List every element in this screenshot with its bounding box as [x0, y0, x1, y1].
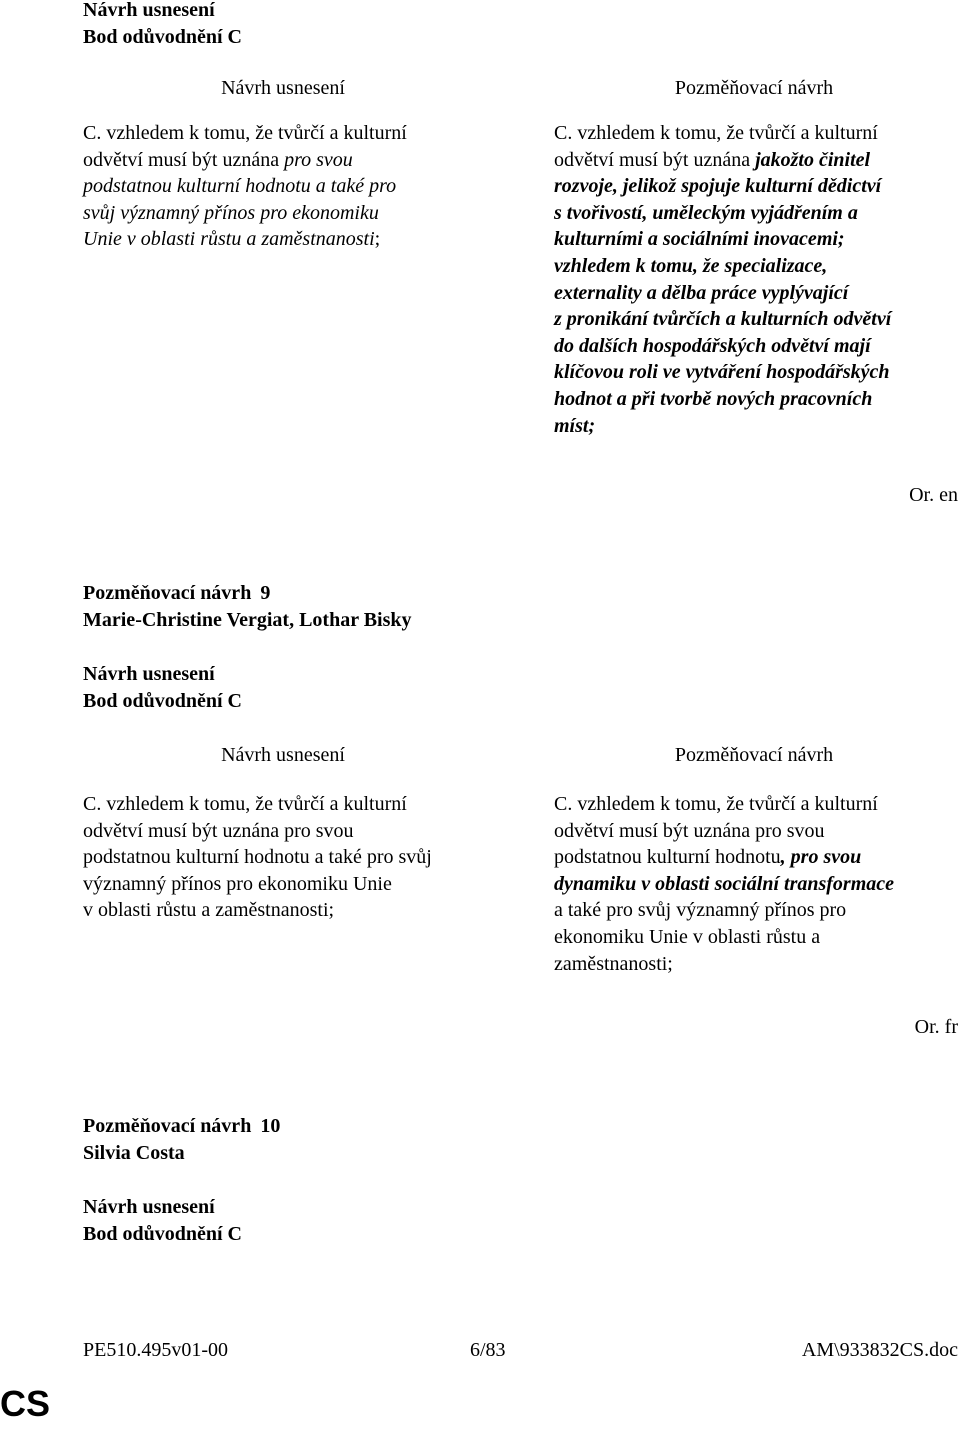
text-segment: C. vzhledem k tomu, že tvůrčí a kulturní — [83, 793, 407, 815]
text-segment: rozvoje, jelikož spojuje kulturní dědictví — [554, 175, 882, 198]
text-segment: významný přínos pro ekonomiku Unie — [83, 872, 392, 895]
text-line — [554, 280, 891, 307]
text-line — [554, 359, 891, 386]
text-line — [554, 226, 891, 253]
text-segment: a také pro svůj významný přínos pro — [554, 899, 847, 922]
text-line — [554, 173, 891, 200]
text-segment: odvětví musí být uznána — [554, 148, 756, 171]
footer-file-name: AM\933832CS.doc — [801, 1339, 958, 1361]
text-segment: hodnot a při tvorbě nových pracovních — [554, 387, 873, 410]
text-line — [83, 871, 432, 898]
text-segment: dynamiku v oblasti sociální transformace — [554, 872, 895, 895]
amendment10-title-row — [83, 1113, 280, 1140]
amendment10-authors: Silvia Costa — [83, 1142, 185, 1164]
text-line — [554, 386, 891, 413]
text-segment: do dalších hospodářských odvětví mají — [554, 334, 871, 357]
text-segment: C. vzhledem k tomu, že tvůrčí a kulturní — [83, 122, 407, 144]
block1-left-text — [83, 120, 407, 253]
text-segment: , pro svou — [780, 846, 862, 869]
text-segment: C. vzhledem k tomu, že tvůrčí a kulturní — [554, 793, 878, 815]
block2-right-header: Pozměňovací návrh — [674, 744, 834, 766]
text-line — [554, 147, 891, 174]
block2-right-text — [554, 791, 894, 977]
amendment10-heading — [83, 1113, 280, 1167]
text-line — [554, 924, 894, 951]
text-segment: externality a dělba práce vyplývající — [554, 281, 849, 304]
text-segment: podstatnou kulturní hodnotu a také pro — [83, 175, 397, 198]
text-segment: ekonomiku Unie v oblasti růstu a — [554, 925, 821, 948]
block1-original-language: Or. en — [909, 484, 958, 506]
text-segment: z pronikání tvůrčích a kulturních odvětví — [554, 308, 892, 331]
text-segment: odvětví musí být uznána pro svou — [554, 819, 825, 842]
text-line — [554, 871, 894, 898]
text-segment: odvětví musí být uznána — [83, 148, 285, 171]
text-segment: míst; — [554, 414, 596, 437]
text-line — [83, 120, 407, 147]
text-segment: Unie v oblasti růstu a zaměstnanosti — [83, 228, 375, 251]
amendment10-recital-label: Bod odůvodnění C — [83, 1223, 242, 1245]
block1-right-header: Pozměňovací návrh — [674, 77, 834, 99]
amendment9-motion-label: Návrh usnesení — [83, 663, 215, 685]
footer-doc-id: PE510.495v01-00 — [83, 1339, 228, 1361]
text-segment: C. vzhledem k tomu, že tvůrčí a kulturní — [554, 122, 878, 144]
amendment9-number: 9 — [260, 582, 271, 604]
text-segment: s tvořivostí, uměleckým vyjádřením a — [554, 201, 858, 224]
text-segment: pro svou — [284, 148, 353, 171]
recital-label: Bod odůvodnění C — [83, 25, 242, 48]
text-segment: podstatnou kulturní hodnotu a také pro svůj — [83, 846, 432, 869]
block1-left-header: Návrh usnesení — [221, 77, 345, 99]
text-segment: kulturními a sociálními inovacemi; — [554, 228, 845, 251]
amendment9-heading — [83, 580, 412, 634]
text-line — [83, 173, 407, 200]
amendment10-number: 10 — [260, 1115, 281, 1137]
text-line — [554, 333, 891, 360]
text-segment: klíčovou roli ve vytváření hospodářských — [554, 361, 890, 384]
text-segment: v oblasti růstu a zaměstnanosti; — [83, 899, 335, 922]
text-line — [554, 413, 891, 440]
block2-original-language: Or. fr — [914, 1016, 958, 1038]
block2-left-header: Návrh usnesení — [221, 744, 345, 766]
text-line — [83, 844, 432, 871]
text-segment: ; — [374, 228, 381, 251]
text-segment: odvětví musí být uznána pro svou — [83, 819, 354, 842]
block1-right-text — [554, 120, 891, 439]
text-line — [554, 120, 891, 147]
text-line — [554, 306, 891, 333]
block2-left-text — [83, 791, 432, 924]
amendment9-title: Pozměňovací návrh — [83, 582, 252, 604]
top-heading — [83, 0, 242, 50]
text-segment: vzhledem k tomu, že specializace, — [554, 254, 828, 277]
text-line — [554, 253, 891, 280]
text-segment: jakožto činitel — [755, 148, 871, 171]
amendment10-motion-label: Návrh usnesení — [83, 1196, 215, 1218]
text-segment: svůj významný přínos pro ekonomiku — [83, 201, 379, 224]
amendment9-recital-label: Bod odůvodnění C — [83, 690, 242, 712]
text-segment: zaměstnanosti; — [554, 952, 673, 975]
text-line — [83, 226, 407, 253]
text-line — [554, 951, 894, 978]
amendment9-authors: Marie-Christine Vergiat, Lothar Bisky — [83, 609, 412, 631]
text-line — [554, 200, 891, 227]
text-line — [554, 897, 894, 924]
text-line — [554, 818, 894, 845]
text-line — [83, 818, 432, 845]
text-line — [83, 147, 407, 174]
text-line — [554, 791, 894, 818]
motion-label: Návrh usnesení — [83, 0, 215, 21]
amendment10-subheading — [83, 1194, 242, 1248]
text-line — [83, 200, 407, 227]
footer-language-code: CS — [0, 1383, 51, 1424]
text-line — [554, 844, 894, 871]
footer-page-number: 6/83 — [470, 1339, 506, 1361]
text-segment: podstatnou kulturní hodnotu — [554, 846, 781, 869]
text-line — [83, 791, 432, 818]
amendment10-title: Pozměňovací návrh — [83, 1115, 252, 1137]
text-line — [83, 897, 432, 924]
amendment9-subheading — [83, 661, 242, 715]
amendment9-title-row — [83, 580, 412, 607]
